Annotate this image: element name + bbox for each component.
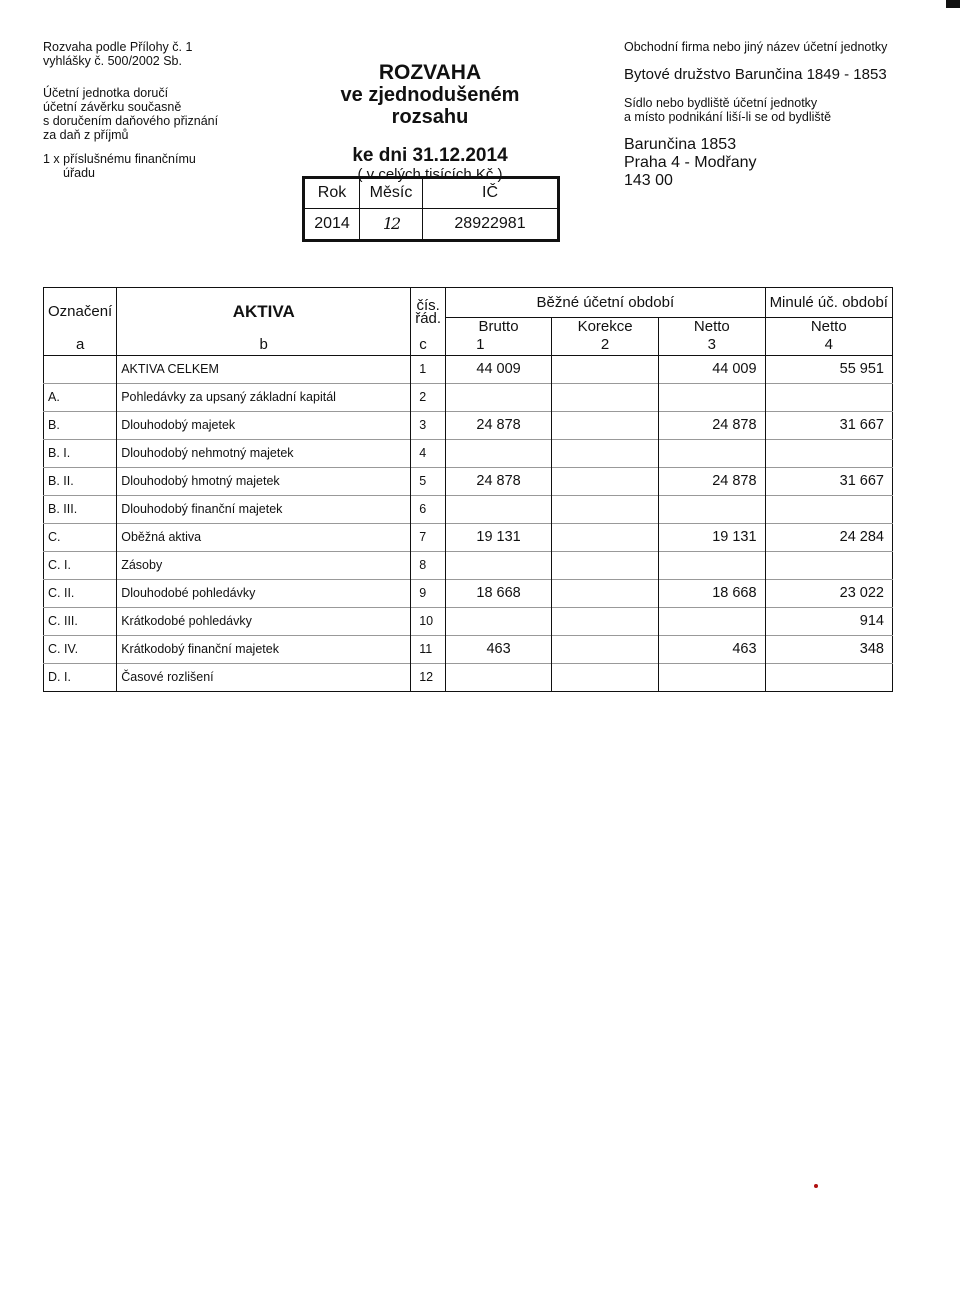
hdr-cis-line1: čís. bbox=[416, 296, 440, 314]
hdr-minule: Minulé úč. období bbox=[765, 288, 892, 318]
row-brutto bbox=[446, 439, 552, 467]
row-number: 12 bbox=[411, 663, 446, 691]
row-korekce bbox=[552, 551, 659, 579]
row-korekce bbox=[552, 355, 659, 383]
row-brutto: 463 bbox=[446, 635, 552, 663]
table-row bbox=[44, 355, 893, 383]
row-code bbox=[44, 355, 117, 383]
table-row bbox=[44, 523, 893, 551]
row-netto bbox=[659, 495, 765, 523]
note-line: vyhlášky č. 500/2002 Sb. bbox=[43, 54, 182, 68]
row-korekce bbox=[552, 579, 659, 607]
row-number: 9 bbox=[411, 579, 446, 607]
row-label: Dlouhodobý hmotný majetek bbox=[117, 467, 411, 495]
row-netto: 18 668 bbox=[659, 579, 765, 607]
row-number: 6 bbox=[411, 495, 446, 523]
row-netto-prev: 24 284 bbox=[765, 523, 892, 551]
table-row bbox=[44, 551, 893, 579]
id-box bbox=[302, 176, 560, 242]
note-line: 1 x příslušnému finančnímu bbox=[43, 152, 196, 166]
row-korekce bbox=[552, 635, 659, 663]
row-korekce bbox=[552, 411, 659, 439]
row-korekce bbox=[552, 663, 659, 691]
row-label: Krátkodobý finanční majetek bbox=[117, 635, 411, 663]
corner-mark bbox=[946, 0, 960, 8]
balance-table bbox=[43, 287, 893, 692]
row-brutto bbox=[446, 663, 552, 691]
table-row bbox=[44, 663, 893, 691]
note-line: za daň z příjmů bbox=[43, 128, 129, 142]
row-netto bbox=[659, 383, 765, 411]
note-line: úřadu bbox=[63, 166, 95, 180]
row-korekce bbox=[552, 439, 659, 467]
row-number: 1 bbox=[411, 355, 446, 383]
note-line: Rozvaha podle Přílohy č. 1 bbox=[43, 40, 193, 54]
hdr-brutto: Brutto bbox=[446, 318, 552, 336]
row-code: C. IV. bbox=[44, 635, 117, 663]
col-c: c bbox=[411, 335, 446, 355]
document-title bbox=[300, 62, 560, 184]
row-code: B. II. bbox=[44, 467, 117, 495]
row-korekce bbox=[552, 607, 659, 635]
note-line: Účetní jednotka doručí bbox=[43, 86, 169, 100]
col-a: a bbox=[44, 335, 117, 355]
col-b: b bbox=[117, 335, 411, 355]
row-netto-prev bbox=[765, 495, 892, 523]
row-label: AKTIVA CELKEM bbox=[117, 355, 411, 383]
row-code: C. bbox=[44, 523, 117, 551]
scan-speck bbox=[814, 1184, 818, 1188]
row-code: C. III. bbox=[44, 607, 117, 635]
rok-value: 2014 bbox=[305, 208, 360, 239]
col-2: 2 bbox=[552, 335, 659, 355]
row-brutto: 44 009 bbox=[446, 355, 552, 383]
hdr-korekce: Korekce bbox=[552, 318, 659, 336]
table-row bbox=[44, 467, 893, 495]
row-code: B. III. bbox=[44, 495, 117, 523]
row-code: B. I. bbox=[44, 439, 117, 467]
row-label: Dlouhodobé pohledávky bbox=[117, 579, 411, 607]
seat-label: a místo podnikání liší-li se od bydliště bbox=[624, 110, 832, 124]
row-brutto: 24 878 bbox=[446, 411, 552, 439]
row-netto-prev: 31 667 bbox=[765, 467, 892, 495]
table-row bbox=[44, 383, 893, 411]
table-row bbox=[44, 607, 893, 635]
row-netto: 463 bbox=[659, 635, 765, 663]
row-label: Krátkodobé pohledávky bbox=[117, 607, 411, 635]
row-code: D. I. bbox=[44, 663, 117, 691]
row-netto bbox=[659, 439, 765, 467]
hdr-cis-line2: řád. bbox=[415, 309, 442, 327]
row-korekce bbox=[552, 495, 659, 523]
row-label: Dlouhodobý nehmotný majetek bbox=[117, 439, 411, 467]
row-label: Časové rozlišení bbox=[117, 663, 411, 691]
row-korekce bbox=[552, 523, 659, 551]
entity-street: Barunčina 1853 bbox=[624, 136, 737, 153]
mesic-label: Měsíc bbox=[360, 179, 423, 209]
title-units: ( v celých tisících Kč ) bbox=[357, 166, 503, 183]
row-number: 7 bbox=[411, 523, 446, 551]
row-netto: 24 878 bbox=[659, 467, 765, 495]
row-netto bbox=[659, 607, 765, 635]
note-line: s doručením daňového přiznání bbox=[43, 114, 219, 128]
hdr-aktiva: AKTIVA bbox=[117, 288, 411, 336]
row-brutto: 24 878 bbox=[446, 467, 552, 495]
row-netto: 44 009 bbox=[659, 355, 765, 383]
row-label: Dlouhodobý majetek bbox=[117, 411, 411, 439]
row-label: Pohledávky za upsaný základní kapitál bbox=[117, 383, 411, 411]
row-korekce bbox=[552, 467, 659, 495]
col-4: 4 bbox=[765, 335, 892, 355]
row-brutto bbox=[446, 551, 552, 579]
row-code: C. II. bbox=[44, 579, 117, 607]
hdr-oznaceni: Označení bbox=[44, 288, 117, 336]
entity-city: Praha 4 - Modřany bbox=[624, 154, 757, 171]
title-sub: ve zjednodušeném rozsahu bbox=[340, 84, 520, 128]
row-brutto bbox=[446, 383, 552, 411]
row-netto-prev bbox=[765, 383, 892, 411]
hdr-cis bbox=[411, 288, 446, 336]
row-netto-prev: 55 951 bbox=[765, 355, 892, 383]
row-code: C. I. bbox=[44, 551, 117, 579]
title-date: ke dni 31.12.2014 bbox=[352, 145, 508, 166]
left-notes bbox=[43, 40, 263, 180]
row-brutto bbox=[446, 607, 552, 635]
row-netto-prev bbox=[765, 439, 892, 467]
ic-label: IČ bbox=[423, 179, 558, 209]
row-label: Dlouhodobý finanční majetek bbox=[117, 495, 411, 523]
hdr-netto-prev: Netto bbox=[810, 318, 847, 335]
title-main: ROZVAHA bbox=[378, 61, 482, 84]
entity-info bbox=[624, 40, 944, 190]
table-row bbox=[44, 411, 893, 439]
seat-label: Sídlo nebo bydliště účetní jednotky bbox=[624, 96, 818, 110]
row-netto: 19 131 bbox=[659, 523, 765, 551]
row-code: A. bbox=[44, 383, 117, 411]
col-3: 3 bbox=[659, 335, 765, 355]
table-row bbox=[44, 579, 893, 607]
entity-name-label: Obchodní firma nebo jiný název účetní jednotky bbox=[624, 40, 888, 54]
entity-zip: 143 00 bbox=[624, 172, 673, 189]
row-label: Zásoby bbox=[117, 551, 411, 579]
hdr-netto: Netto bbox=[659, 318, 765, 336]
row-netto-prev: 23 022 bbox=[765, 579, 892, 607]
row-netto-prev: 914 bbox=[765, 607, 892, 635]
row-number: 2 bbox=[411, 383, 446, 411]
row-label: Oběžná aktiva bbox=[117, 523, 411, 551]
row-code: B. bbox=[44, 411, 117, 439]
ic-value: 28922981 bbox=[423, 208, 558, 239]
row-brutto: 19 131 bbox=[446, 523, 552, 551]
row-number: 10 bbox=[411, 607, 446, 635]
table-row bbox=[44, 495, 893, 523]
col-1: 1 bbox=[446, 335, 552, 355]
mesic-value: 12 bbox=[360, 208, 423, 239]
row-netto: 24 878 bbox=[659, 411, 765, 439]
row-brutto: 18 668 bbox=[446, 579, 552, 607]
entity-name: Bytové družstvo Barunčina 1849 - 1853 bbox=[624, 66, 887, 83]
row-number: 3 bbox=[411, 411, 446, 439]
row-number: 4 bbox=[411, 439, 446, 467]
row-netto bbox=[659, 551, 765, 579]
rok-label: Rok bbox=[305, 179, 360, 209]
row-netto-prev: 348 bbox=[765, 635, 892, 663]
row-netto-prev: 31 667 bbox=[765, 411, 892, 439]
row-netto-prev bbox=[765, 663, 892, 691]
row-number: 5 bbox=[411, 467, 446, 495]
row-brutto bbox=[446, 495, 552, 523]
table-row bbox=[44, 635, 893, 663]
row-number: 11 bbox=[411, 635, 446, 663]
row-netto bbox=[659, 663, 765, 691]
row-number: 8 bbox=[411, 551, 446, 579]
table-row bbox=[44, 439, 893, 467]
row-netto-prev bbox=[765, 551, 892, 579]
row-korekce bbox=[552, 383, 659, 411]
hdr-bezne: Běžné účetní období bbox=[446, 288, 765, 318]
note-line: účetní závěrku současně bbox=[43, 100, 182, 114]
